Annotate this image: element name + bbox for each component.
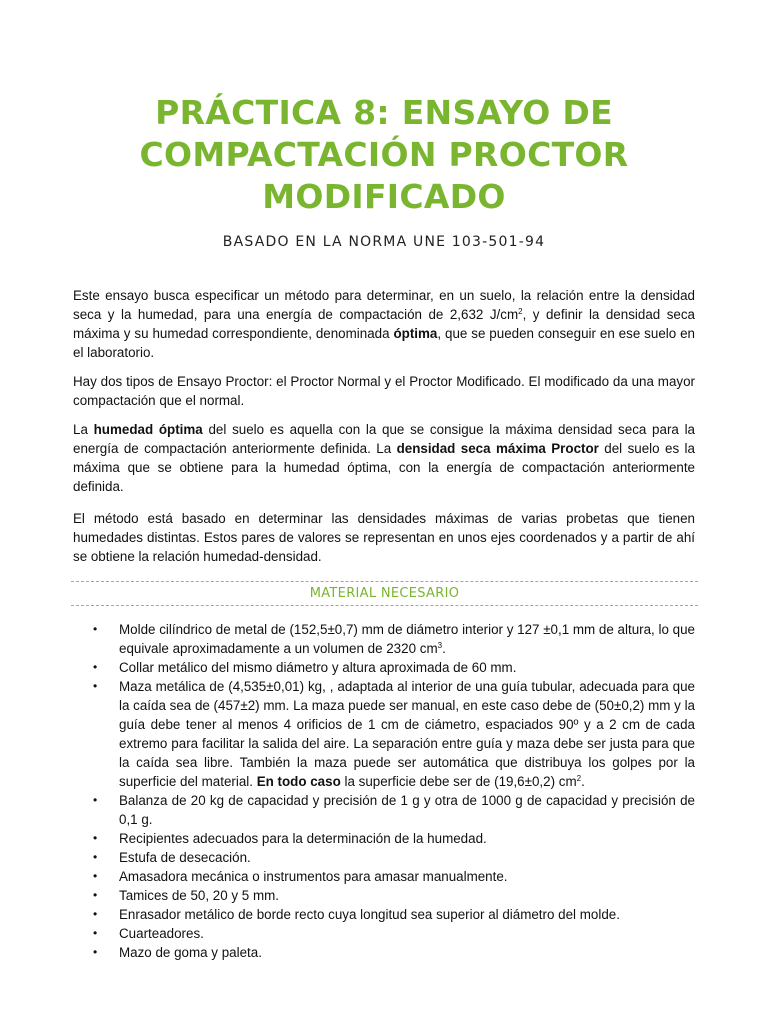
bullet-icon: • <box>93 945 98 959</box>
p3-bold-2: densidad seca máxima Proctor <box>396 441 599 456</box>
section-divider-bottom <box>71 605 698 606</box>
material-10-text: Cuarteadores. <box>119 926 204 941</box>
material-3-text-c: . <box>581 774 585 789</box>
material-5-text: Recipientes adecuados para la determinación de la humedad. <box>119 831 487 846</box>
material-3-text-b: la superficie debe ser de (19,6±0,2) cm <box>340 774 577 789</box>
list-item <box>73 886 695 905</box>
p1-text-b: , y definir la densidad seca máxima y su humedad correspondiente, denominada <box>73 307 695 341</box>
material-1-text-b: . <box>442 641 446 656</box>
material-8-text: Tamices de 50, 20 y 5 mm. <box>119 888 280 903</box>
material-3-superscript: 2 <box>576 774 582 783</box>
list-item <box>73 905 695 924</box>
bullet-icon: • <box>93 793 98 807</box>
list-item <box>73 867 695 886</box>
bullet-icon: • <box>93 831 98 845</box>
bullet-icon: • <box>93 869 98 883</box>
bullet-icon: • <box>93 926 98 940</box>
list-item <box>73 943 695 962</box>
intro-paragraph-4 <box>73 509 695 566</box>
intro-paragraph-3 <box>73 420 695 496</box>
bullet-icon: • <box>93 907 98 921</box>
list-item <box>73 658 695 677</box>
material-1-superscript: 3 <box>437 641 443 650</box>
material-1-text-a: Molde cilíndrico de metal de (152,5±0,7) mm de diámetro interior y 127 ±0,1 mm de altura, lo que equivale aproximadamente a un volumen de 2320 cm <box>119 622 695 656</box>
list-item <box>73 848 695 867</box>
section-header-material: MATERIAL NECESARIO <box>309 586 460 601</box>
p1-text-c: , que se pueden conseguir en ese suelo en el laboratorio. <box>73 326 695 360</box>
bullet-icon: • <box>93 888 98 902</box>
material-6-text: Estufa de desecación. <box>119 850 251 865</box>
material-9-text: Enrasador metálico de borde recto cuya longitud sea superior al diámetro del molde. <box>119 907 620 922</box>
page-title <box>60 92 708 218</box>
intro-paragraph-1 <box>73 286 695 362</box>
p3-text-b: del suelo es aquella con la que se consigue la máxima densidad seca para la energía de compactación anteriormente definida. La <box>73 422 695 456</box>
material-2-text: Collar metálico del mismo diámetro y altura aproximada de 60 mm. <box>119 660 517 675</box>
page-subtitle: BASADO EN LA NORMA UNE 103-501-94 <box>222 234 546 250</box>
material-4-text: Balanza de 20 kg de capacidad y precisión de 1 g y otra de 1000 g de capacidad y precisión de 0,1 g. <box>119 793 695 827</box>
p1-superscript: 2 <box>518 307 523 316</box>
p3-text-c: del suelo es la máxima que se obtiene para la humedad óptima, con la energía de compactación anteriormente definida. <box>73 441 695 494</box>
section-divider-top <box>71 581 698 582</box>
list-item <box>73 620 695 658</box>
bullet-icon: • <box>93 679 98 693</box>
material-7-text: Amasadora mecánica o instrumentos para amasar manualmente. <box>119 869 508 884</box>
material-3-bold: En todo caso <box>256 774 341 789</box>
title-line-2: COMPACTACIÓN PROCTOR <box>139 135 629 174</box>
list-item <box>73 791 695 829</box>
bullet-icon: • <box>93 622 98 636</box>
bullet-icon: • <box>93 850 98 864</box>
list-item <box>73 677 695 791</box>
material-11-text: Mazo de goma y paleta. <box>119 945 262 960</box>
title-line-1: PRÁCTICA 8: ENSAYO DE <box>155 93 613 132</box>
list-item <box>73 829 695 848</box>
intro-paragraph-2 <box>73 372 695 410</box>
p2-text: Hay dos tipos de Ensayo Proctor: el Proctor Normal y el Proctor Modificado. El modificado da una mayor compactación que el normal. <box>73 374 695 408</box>
p3-text-a: La <box>73 422 94 437</box>
list-item <box>73 924 695 943</box>
p1-bold: óptima <box>393 326 438 341</box>
p4-text: El método está basado en determinar las densidades máximas de varias probetas que tienen humedades distintas. Estos pares de valores se representan en unos ejes coordenados y a partir de ahí se obtiene la relación humedad-densidad. <box>73 511 695 564</box>
material-3-text-a: Maza metálica de (4,535±0,01) kg, , adaptada al interior de una guía tubular, adecuada para que la caída sea de (457±2) mm. La maza puede ser manual, en este caso debe de (50±0,2) mm y la guía debe tener al menos 4 orificios de 1 cm de ciámetro, espaciados 90º y a 2 cm de cada extremo para facilitar la salida del aire. La separación entre guía y maza debe ser justa para que la caída sea libre. También la maza puede ser automática que distribuya los golpes por la superficie del material. <box>119 679 695 789</box>
bullet-icon: • <box>93 660 98 674</box>
material-list <box>73 620 695 962</box>
title-line-3: MODIFICADO <box>262 177 506 216</box>
p3-bold-1: humedad óptima <box>93 422 203 437</box>
p1-text-a: Este ensayo busca especificar un método para determinar, en un suelo, la relación entre la densidad seca y la humedad, para una energía de compactación de 2,632 J/cm <box>73 288 695 322</box>
